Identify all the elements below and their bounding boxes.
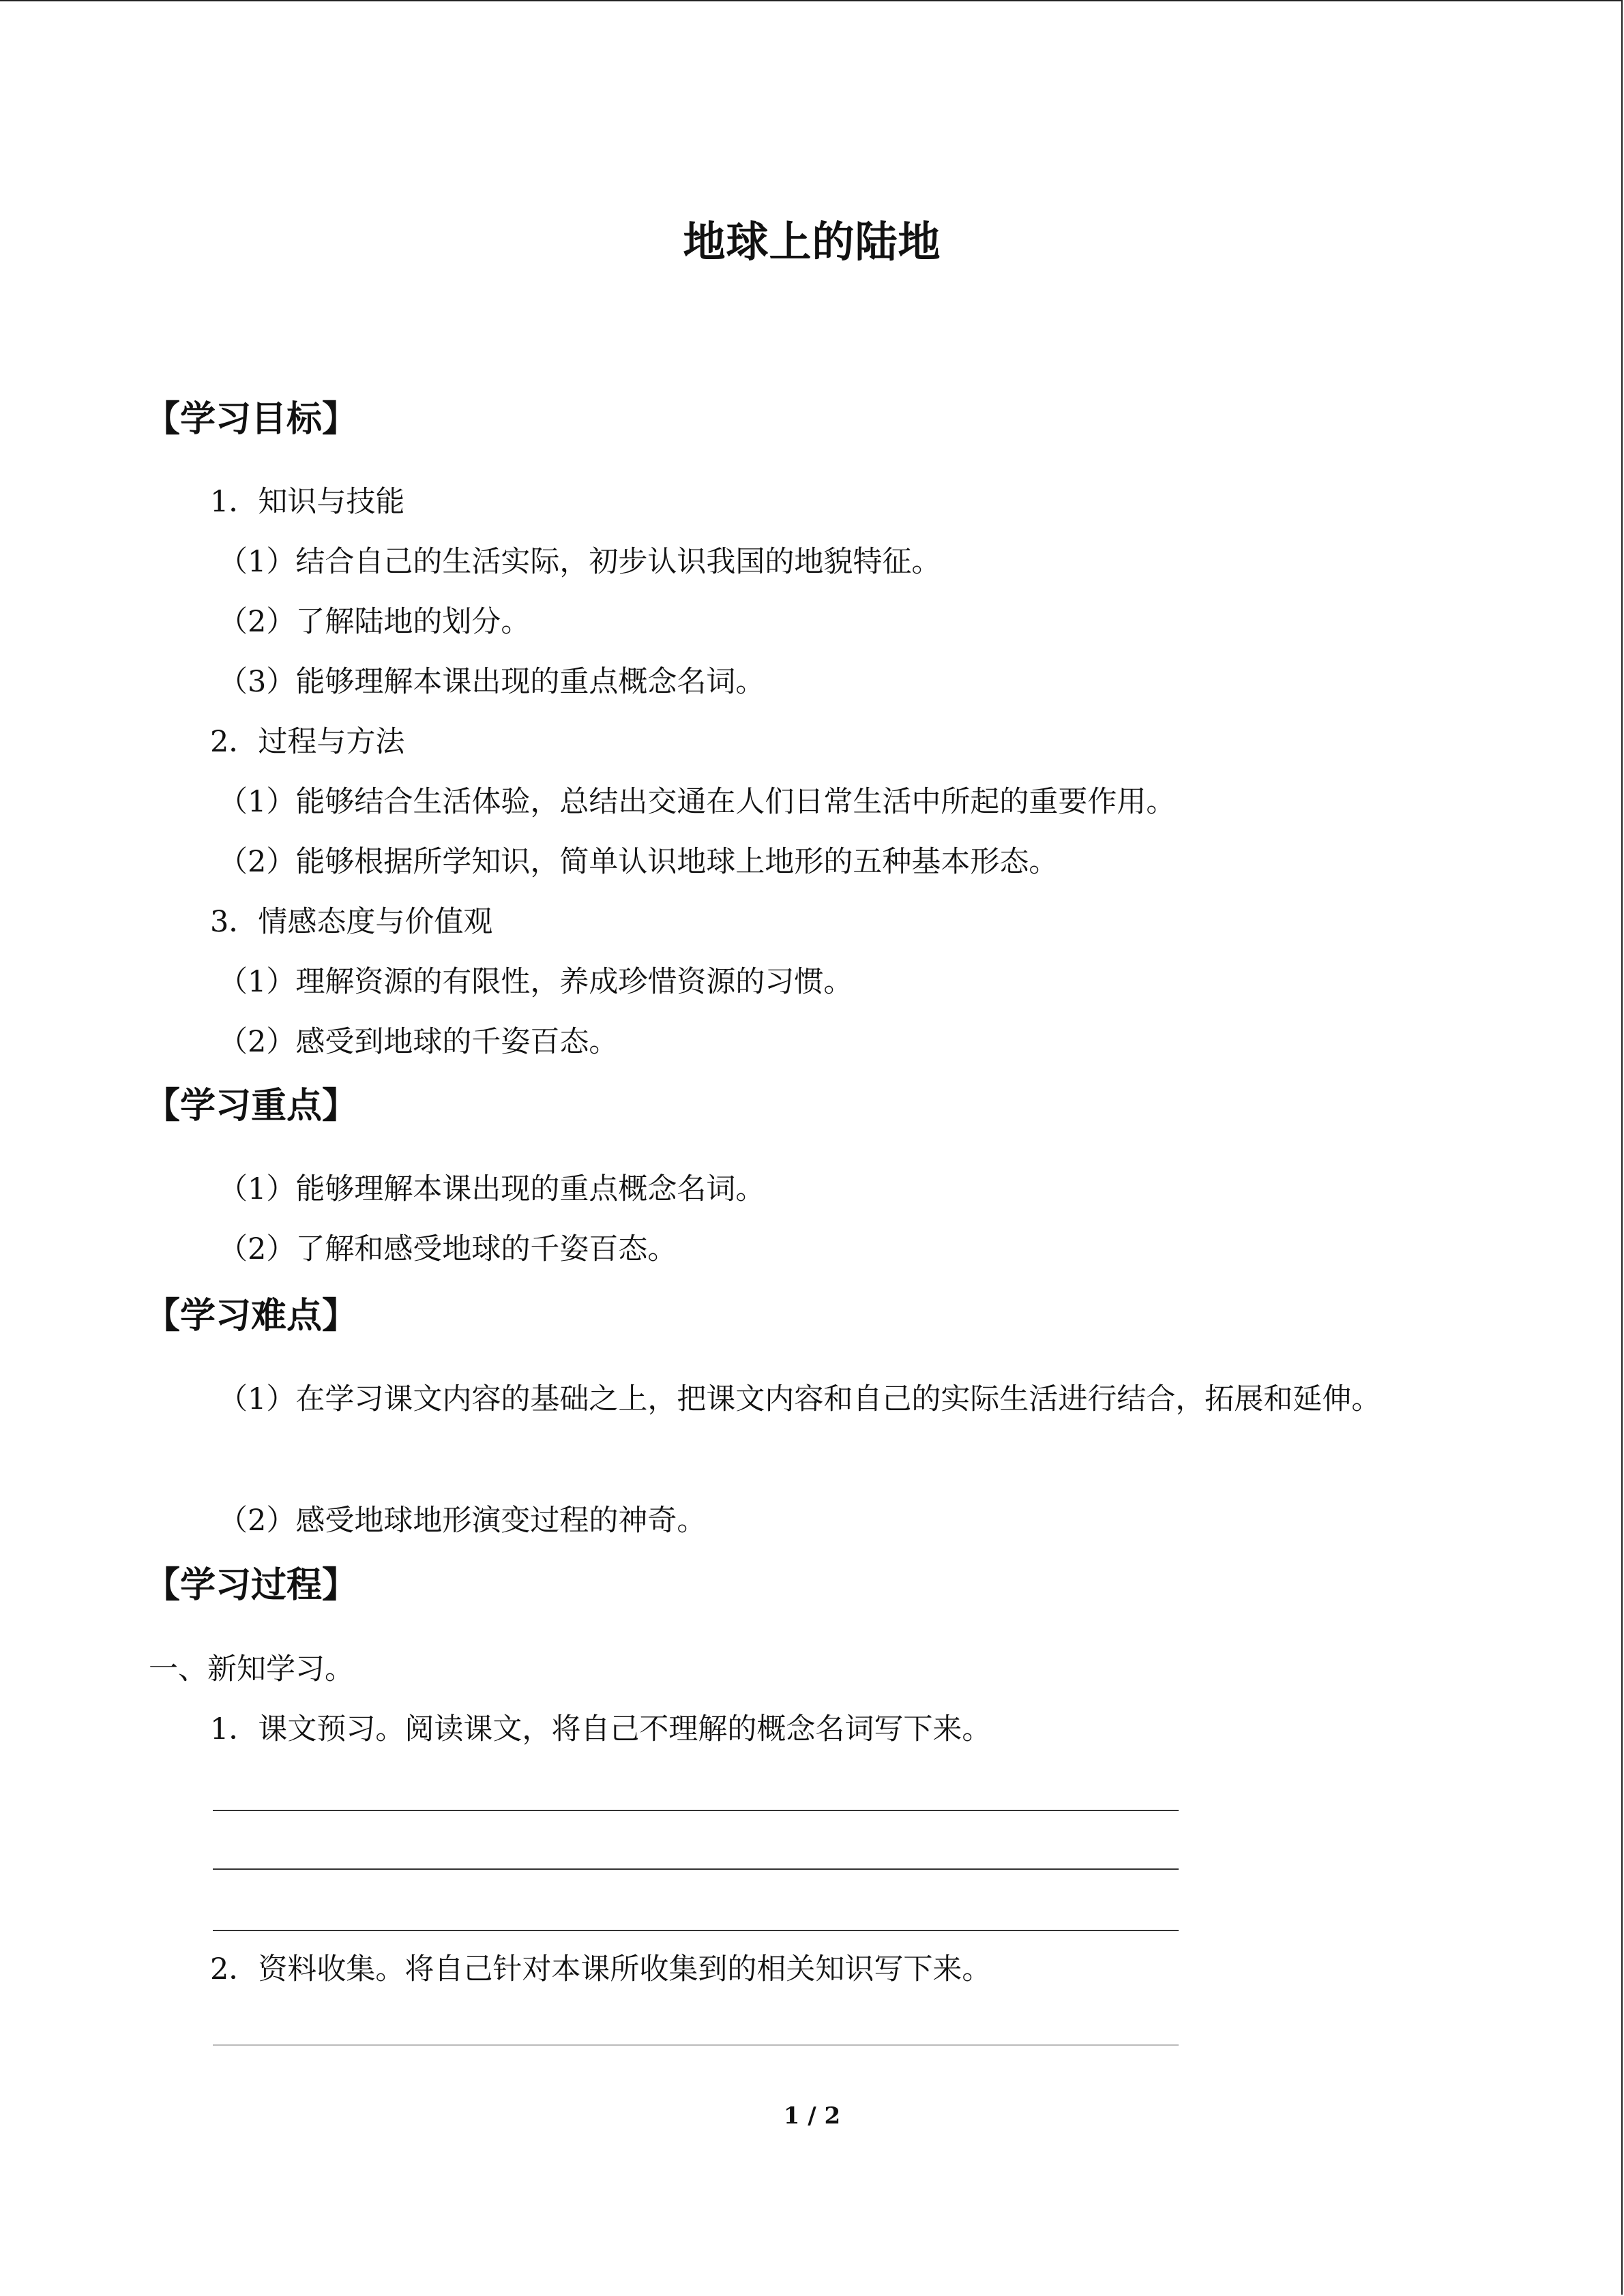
goal-item: （1）结合自己的生活实际，初步认识我国的地貌特征。 [218,545,941,579]
difficulty-item: （2）感受地球地形演变过程的神奇。 [218,1504,707,1538]
page-title: 地球上的陆地 [683,217,941,267]
goal-item: 2．过程与方法 [210,725,405,759]
goal-item: （1）能够结合生活体验，总结出交通在人们日常生活中所起的重要作用。 [218,785,1176,819]
goal-item: 3．情感态度与价值观 [210,905,493,939]
process-item: 1．课文预习。阅读课文，将自己不理解的概念名词写下来。 [210,1712,992,1746]
process-item: 2．资料收集。将自己针对本课所收集到的相关知识写下来。 [210,1952,992,1986]
section-heading-process: 【学习过程】 [145,1564,358,1606]
answer-line[interactable] [213,1930,1179,1931]
goal-item: 1．知识与技能 [210,485,405,519]
section-heading-difficulties: 【学习难点】 [145,1295,358,1337]
section-heading-goals: 【学习目标】 [145,398,358,440]
answer-line[interactable] [213,2044,1179,2046]
answer-line[interactable] [213,1868,1179,1870]
goal-item: （3）能够理解本课出现的重点概念名词。 [218,665,765,699]
section-heading-key-points: 【学习重点】 [145,1085,358,1127]
process-item: 一、新知学习。 [149,1652,354,1686]
goal-item: （2）能够根据所学知识，简单认识地球上地形的五种基本形态。 [218,845,1059,879]
key-point-item: （1）能够理解本课出现的重点概念名词。 [218,1172,765,1206]
key-point-item: （2）了解和感受地球的千姿百态。 [218,1232,677,1266]
goal-item: （2）了解陆地的划分。 [218,605,531,639]
goal-item: （1）理解资源的有限性，养成珍惜资源的习惯。 [218,965,853,999]
page-number: 1 / 2 [783,2102,841,2130]
difficulty-item: （1）在学习课文内容的基础之上，把课文内容和自己的实际生活进行结合，拓展和延伸。 [218,1382,1381,1416]
answer-line[interactable] [213,1810,1179,1811]
goal-item: （2）感受到地球的千姿百态。 [218,1025,619,1059]
